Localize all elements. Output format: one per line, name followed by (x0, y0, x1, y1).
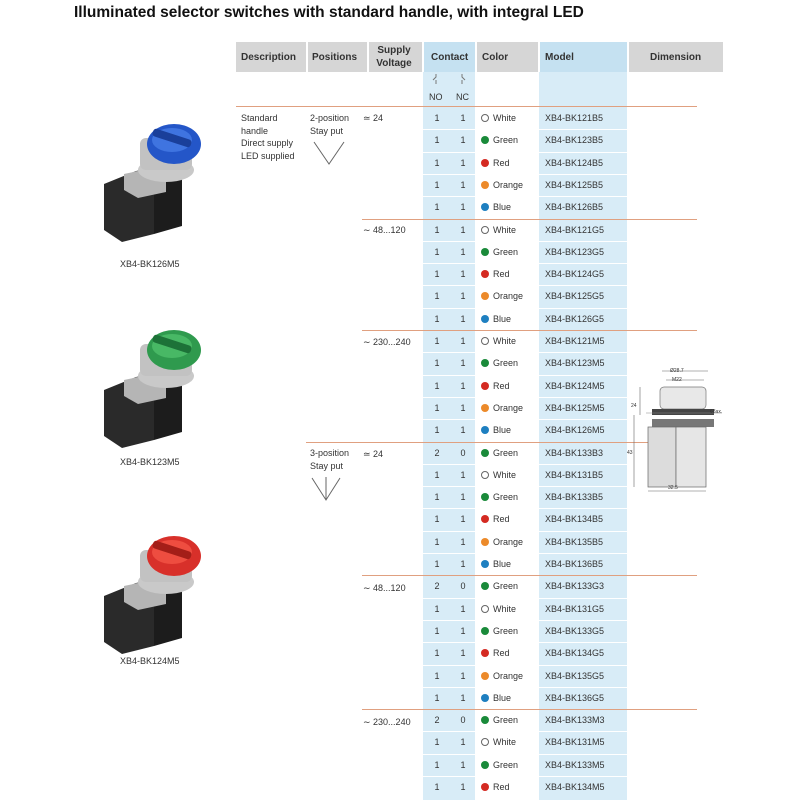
model-number: XB4-BK124B5 (545, 158, 604, 168)
model-number: XB4-BK125G5 (545, 291, 605, 301)
row-rule (423, 352, 627, 353)
color-dot-icon (481, 649, 489, 657)
product-caption: XB4-BK126M5 (120, 259, 180, 269)
voltage-label: ≃ 24 (363, 113, 384, 123)
voltage-label: ∼ 48...120 (363, 583, 406, 593)
model-number: XB4-BK126B5 (545, 202, 604, 212)
nc-count: 1 (460, 291, 466, 301)
color-dot-icon (481, 672, 489, 680)
color-dot-icon (481, 270, 489, 278)
color-label: Green (493, 358, 519, 368)
row-rule (423, 731, 627, 732)
nc-count: 1 (460, 425, 466, 435)
two-position-v-icon (312, 140, 346, 166)
color-dot-icon (481, 449, 489, 457)
row-rule (423, 196, 627, 197)
color-dot-icon (481, 248, 489, 256)
nc-count: 1 (460, 782, 466, 792)
product-image-red (96, 528, 214, 654)
model-number: XB4-BK131M5 (545, 737, 605, 747)
no-count: 1 (434, 693, 440, 703)
product-caption: XB4-BK123M5 (120, 457, 180, 467)
header-color: Color (482, 51, 509, 63)
color-label: Green (493, 135, 519, 145)
header-nc: NC (456, 92, 469, 102)
no-count: 1 (434, 403, 440, 413)
model-number: XB4-BK125M5 (545, 403, 605, 413)
no-count: 1 (434, 158, 440, 168)
model-number: XB4-BK133M3 (545, 715, 605, 725)
color-dot-icon (481, 493, 489, 501)
color-label: Green (493, 626, 519, 636)
color-label: Blue (493, 202, 512, 212)
row-rule (423, 486, 627, 487)
header-separator (367, 42, 369, 72)
no-count: 1 (434, 291, 440, 301)
row-rule (423, 665, 627, 666)
model-number: XB4-BK134G5 (545, 648, 605, 658)
color-dot-icon (481, 426, 489, 434)
no-count: 1 (434, 381, 440, 391)
dimension-label: Ø28.7 (670, 368, 684, 374)
nc-count: 0 (460, 715, 466, 725)
no-count: 1 (434, 537, 440, 547)
model-number: XB4-BK134B5 (545, 514, 604, 524)
nc-count: 1 (460, 470, 466, 480)
color-label: Red (493, 514, 510, 524)
color-label: White (493, 470, 517, 480)
row-rule (423, 174, 627, 175)
no-count: 1 (434, 425, 440, 435)
no-count: 1 (434, 604, 440, 614)
color-label: Orange (493, 180, 524, 190)
row-rule (423, 754, 627, 755)
voltage-label: ∼ 48...120 (363, 225, 406, 235)
color-dot-icon (481, 292, 489, 300)
dimension-label: 43 (627, 450, 633, 456)
nc-count: 1 (460, 492, 466, 502)
row-rule (423, 508, 627, 509)
voltage-label: ∼ 230...240 (363, 337, 411, 347)
model-number: XB4-BK136B5 (545, 559, 604, 569)
dimension-label: 68ax. (710, 409, 723, 415)
nc-count: 1 (460, 381, 466, 391)
color-dot-icon (481, 515, 489, 523)
color-dot-icon (481, 136, 489, 144)
row-rule (423, 464, 627, 465)
no-count: 1 (434, 247, 440, 257)
no-count: 2 (434, 448, 440, 458)
no-count: 1 (434, 671, 440, 681)
positions-line: Stay put (310, 125, 344, 136)
header-positions: Positions (312, 51, 358, 63)
header-separator (475, 42, 477, 72)
model-number: XB4-BK125B5 (545, 180, 604, 190)
color-label: Orange (493, 403, 524, 413)
header-supply-line2: Voltage (376, 58, 412, 69)
row-rule (423, 241, 627, 242)
model-number: XB4-BK121G5 (545, 225, 605, 235)
no-count: 1 (434, 202, 440, 212)
color-label: Red (493, 381, 510, 391)
color-label: White (493, 737, 517, 747)
model-number: XB4-BK135B5 (545, 537, 604, 547)
color-dot-icon (481, 738, 489, 746)
color-label: Orange (493, 671, 524, 681)
product-image-green (96, 322, 214, 448)
no-count: 1 (434, 314, 440, 324)
color-dot-icon (481, 582, 489, 590)
nc-count: 1 (460, 693, 466, 703)
color-label: Red (493, 269, 510, 279)
color-label: White (493, 225, 517, 235)
positions-three (310, 447, 349, 472)
header-contact: Contact (431, 51, 469, 63)
model-number: XB4-BK136G5 (545, 693, 605, 703)
no-count: 1 (434, 470, 440, 480)
color-dot-icon (481, 761, 489, 769)
model-number: XB4-BK133M5 (545, 760, 605, 770)
nc-count: 1 (460, 269, 466, 279)
page-title: Illuminated selector switches with standard handle, with integral LED (74, 4, 584, 21)
dimension-label: M22 (672, 377, 682, 383)
color-label: Green (493, 448, 519, 458)
row-rule (423, 531, 627, 532)
no-count: 1 (434, 113, 440, 123)
row-rule (423, 419, 627, 420)
model-number: XB4-BK126G5 (545, 314, 605, 324)
color-label: White (493, 604, 517, 614)
header-separator (627, 42, 629, 72)
model-number: XB4-BK134M5 (545, 782, 605, 792)
model-number: XB4-BK131G5 (545, 604, 605, 614)
description-line: Standard (241, 113, 278, 123)
row-rule (423, 375, 627, 376)
model-number: XB4-BK131B5 (545, 470, 604, 480)
positions-line: 3-position (310, 448, 350, 458)
color-label: Orange (493, 291, 524, 301)
group-rule (362, 219, 697, 220)
header-separator (422, 42, 424, 72)
nc-count: 1 (460, 158, 466, 168)
color-label: Green (493, 715, 519, 725)
nc-count: 1 (460, 671, 466, 681)
header-supply-line1: Supply (377, 45, 411, 56)
color-label: Red (493, 648, 510, 658)
nc-count: 1 (460, 180, 466, 190)
row-rule (423, 263, 627, 264)
row-rule (423, 129, 627, 130)
header-dimension: Dimension (650, 51, 702, 63)
color-dot-icon (481, 716, 489, 724)
color-dot-icon (481, 627, 489, 635)
product-image-blue (96, 116, 214, 242)
nc-count: 1 (460, 559, 466, 569)
row-rule (423, 152, 627, 153)
description-cell (241, 112, 295, 162)
no-count: 1 (434, 492, 440, 502)
color-label: Green (493, 581, 519, 591)
description-line: Direct supply (241, 138, 294, 148)
no-contact-icon (430, 72, 470, 86)
model-number: XB4-BK121M5 (545, 336, 605, 346)
color-label: Orange (493, 537, 524, 547)
group-rule (362, 709, 697, 710)
nc-count: 1 (460, 225, 466, 235)
nc-count: 1 (460, 648, 466, 658)
no-count: 1 (434, 336, 440, 346)
color-dot-icon (481, 382, 489, 390)
row-rule (423, 620, 627, 621)
positions-line: 2-position (310, 113, 350, 123)
nc-count: 1 (460, 760, 466, 770)
color-dot-icon (481, 226, 489, 234)
group-rule (362, 575, 697, 576)
no-count: 1 (434, 559, 440, 569)
header-model: Model (545, 51, 574, 63)
nc-count: 1 (460, 336, 466, 346)
nc-count: 1 (460, 604, 466, 614)
three-position-arrow-icon (310, 474, 346, 504)
color-label: Red (493, 158, 510, 168)
dimension-label: 24 (631, 403, 637, 409)
header-rule (236, 106, 697, 107)
color-dot-icon (481, 560, 489, 568)
row-rule (423, 285, 627, 286)
model-number: XB4-BK124G5 (545, 269, 605, 279)
nc-count: 1 (460, 626, 466, 636)
nc-count: 1 (460, 113, 466, 123)
no-count: 1 (434, 626, 440, 636)
no-count: 1 (434, 180, 440, 190)
row-rule (423, 687, 627, 688)
description-line: LED supplied (241, 150, 295, 161)
color-label: Green (493, 492, 519, 502)
model-number: XB4-BK124M5 (545, 381, 605, 391)
nc-count: 1 (460, 202, 466, 212)
color-dot-icon (481, 315, 489, 323)
color-dot-icon (481, 783, 489, 791)
color-label: Green (493, 247, 519, 257)
color-dot-icon (481, 114, 489, 122)
color-dot-icon (481, 404, 489, 412)
header-description: Description (241, 51, 297, 63)
header-separator (306, 42, 308, 72)
no-count: 1 (434, 135, 440, 145)
model-number: XB4-BK126M5 (545, 425, 605, 435)
row-rule (423, 308, 627, 309)
model-number: XB4-BK133G3 (545, 581, 605, 591)
color-label: White (493, 336, 517, 346)
no-count: 1 (434, 782, 440, 792)
header-separator (538, 42, 540, 72)
no-count: 1 (434, 358, 440, 368)
model-number: XB4-BK133B5 (545, 492, 604, 502)
model-number: XB4-BK123M5 (545, 358, 605, 368)
color-label: Blue (493, 693, 512, 703)
model-number: XB4-BK135G5 (545, 671, 605, 681)
color-dot-icon (481, 471, 489, 479)
description-line: handle (241, 125, 269, 136)
color-label: Blue (493, 314, 512, 324)
model-number: XB4-BK133B3 (545, 448, 604, 458)
color-label: White (493, 113, 517, 123)
color-dot-icon (481, 203, 489, 211)
color-label: Blue (493, 425, 512, 435)
color-label: Green (493, 760, 519, 770)
nc-count: 1 (460, 403, 466, 413)
color-dot-icon (481, 538, 489, 546)
model-number: XB4-BK123B5 (545, 135, 604, 145)
color-dot-icon (481, 159, 489, 167)
nc-count: 1 (460, 514, 466, 524)
dimension-label: 32.5 (668, 485, 678, 491)
header-no: NO (429, 92, 443, 102)
nc-count: 1 (460, 737, 466, 747)
row-rule (423, 642, 627, 643)
positions-line: Stay put (310, 460, 344, 471)
no-count: 1 (434, 737, 440, 747)
nc-count: 1 (460, 358, 466, 368)
row-rule (423, 397, 627, 398)
header-supply-voltage (370, 42, 418, 72)
no-count: 1 (434, 269, 440, 279)
no-count: 1 (434, 514, 440, 524)
color-dot-icon (481, 605, 489, 613)
color-dot-icon (481, 337, 489, 345)
dimension-drawing (630, 365, 730, 495)
no-count: 2 (434, 581, 440, 591)
color-dot-icon (481, 181, 489, 189)
group-rule (362, 330, 697, 331)
color-label: Red (493, 782, 510, 792)
product-caption: XB4-BK124M5 (120, 656, 180, 666)
row-rule (423, 553, 627, 554)
no-count: 1 (434, 648, 440, 658)
model-number: XB4-BK121B5 (545, 113, 604, 123)
color-dot-icon (481, 694, 489, 702)
nc-count: 1 (460, 247, 466, 257)
voltage-label: ∼ 230...240 (363, 717, 411, 727)
voltage-label: ≃ 24 (363, 449, 384, 459)
row-rule (423, 776, 627, 777)
no-count: 1 (434, 225, 440, 235)
nc-count: 1 (460, 537, 466, 547)
no-count: 1 (434, 760, 440, 770)
nc-count: 0 (460, 448, 466, 458)
model-number: XB4-BK123G5 (545, 247, 605, 257)
no-count: 2 (434, 715, 440, 725)
color-dot-icon (481, 359, 489, 367)
nc-count: 1 (460, 135, 466, 145)
row-rule (423, 598, 627, 599)
positions-two (310, 112, 349, 137)
nc-count: 0 (460, 581, 466, 591)
nc-count: 1 (460, 314, 466, 324)
model-number: XB4-BK133G5 (545, 626, 605, 636)
color-label: Blue (493, 559, 512, 569)
